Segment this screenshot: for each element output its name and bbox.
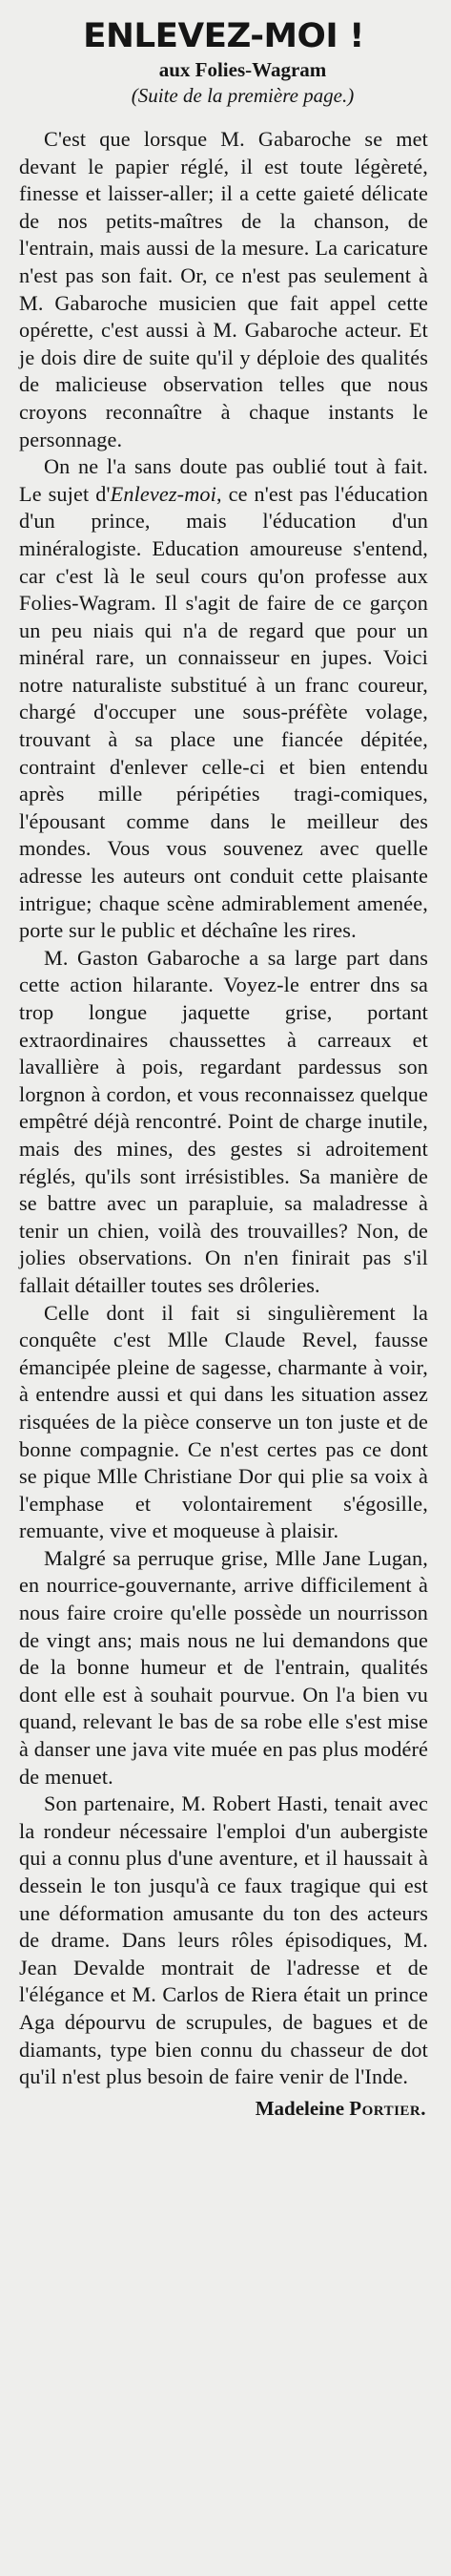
article-headline: ENLEVEZ-MOI ! xyxy=(83,17,364,55)
author-first-name: Madeleine xyxy=(255,2096,345,2120)
article-body xyxy=(19,126,428,2091)
continuation-note: (Suite de la première page.) xyxy=(131,84,355,107)
paragraph: M. Gaston Gabaroche a sa large part dans cette action hilarante. Voyez-le entrer dns sa trop longue jaquette grise, portant extraordinaires chaussettes à carreaux et lavallière à pois, regardant pardessus son lorgnon à cordon, et vous reconnaissez quelque empêtré déjà rencontré. Point de charge inutile, mais des mines, des gestes si adroitement réglés, qu'ils sont irrésistibles. Sa manière de se battre avec un parapluie, sa maladresse à tenir un chien, voilà des trouvailles? Non, de jolies observations. On n'en finirait pas s'il fallait détailler toutes ses drôleries. xyxy=(19,945,428,1297)
article-subhead: aux Folies-Wagram xyxy=(158,58,327,81)
paragraph: C'est que lorsque M. Gabaroche se met devant le papier réglé, il est toute légèreté, finesse et laisser-aller; il a cette gaieté délicate de nos petits-maîtres de la chanson, de l'entrain, mais aussi de la mesure. La caricature n'est pas son fait. Or, ce n'est pas seulement à M. Gabaroche musicien que fait appel cette opérette, c'est aussi à M. Gabaroche acteur. Et je dois dire de suite qu'il y déploie des qualités de malicieuse observation telles que nous croyons reconnaître à chaque instants le personnage. xyxy=(19,127,428,451)
author-signature xyxy=(19,2095,428,2122)
play-title: Enlevez-moi xyxy=(110,481,216,506)
author-last-name: Portier. xyxy=(349,2096,426,2120)
paragraph: Celle dont il fait si singulièrement la conquête c'est Mlle Claude Revel, fausse émancipée pleine de sagesse, charmante à voir, à entendre aussi et qui dans les situation assez risquées de la pièce conserve un ton juste et de bonne compagnie. Ce n'est certes pas ce dont se pique Mlle Christiane Dor qui plie sa voix à l'emphase et volontairement s'égosille, remuante, vive et moqueuse à plaisir. xyxy=(19,1300,428,1543)
paragraph: Son partenaire, M. Robert Hasti, tenait avec la rondeur nécessaire l'emploi d'un aubergiste qui a connu plus d'une aventure, et il haussait à dessein le ton jusqu'à ce faux tragique qui est une déformation amusante du ton des acteurs de drame. Dans leurs rôles épisodiques, M. Jean Devalde montrait de l'adresse et de l'élégance et M. Carlos de Riera était un prince Aga dépourvu de scrupules, de bagues et de diamants, type bien connu du chasseur de dot qu'il n'est plus besoin de faire venir de l'Inde. xyxy=(19,1791,428,2089)
paragraph: On ne l'a sans doute pas oublié tout à fait. Le sujet d'Enlevez-moi, ce n'est pas l'éducation d'un prince, mais l'éducation d'un minéralogiste. Education amoureuse s'entend, car c'est là le seul cours qu'on professe aux Folies-Wagram. Il s'agit de faire de ce garçon un peu niais qui n'a de regard que pour un minéral rare, un connaisseur en jupes. Voici notre naturaliste substitué à un franc coureur, chargé d'occuper une sous-préfète volage, trouvant à sa place une fiancée dépitée, contraint d'enlever celle-ci et bien entendu après mille péripéties tragi-comiques, l'épousant comme dans le meilleur des mondes. Vous vous souvenez avec quelle adresse les auteurs ont conduit cette plaisante intrigue; chaque scène admirablement amenée, porte sur le public et déchaîne les rires. xyxy=(19,454,428,943)
paragraph: Malgré sa perruque grise, Mlle Jane Lugan, en nourrice-gouvernante, arrive difficilement à nous faire croire qu'elle possède un nourrisson de vingt ans; mais nous ne lui demandons que de la bonne humeur et de l'entrain, qualités dont elle est à souhait pourvue. On l'a bien vu quand, relevant le bas de sa robe elle s'est mise à danser une java vite muée en pas plus modéré de menuet. xyxy=(19,1545,428,1789)
